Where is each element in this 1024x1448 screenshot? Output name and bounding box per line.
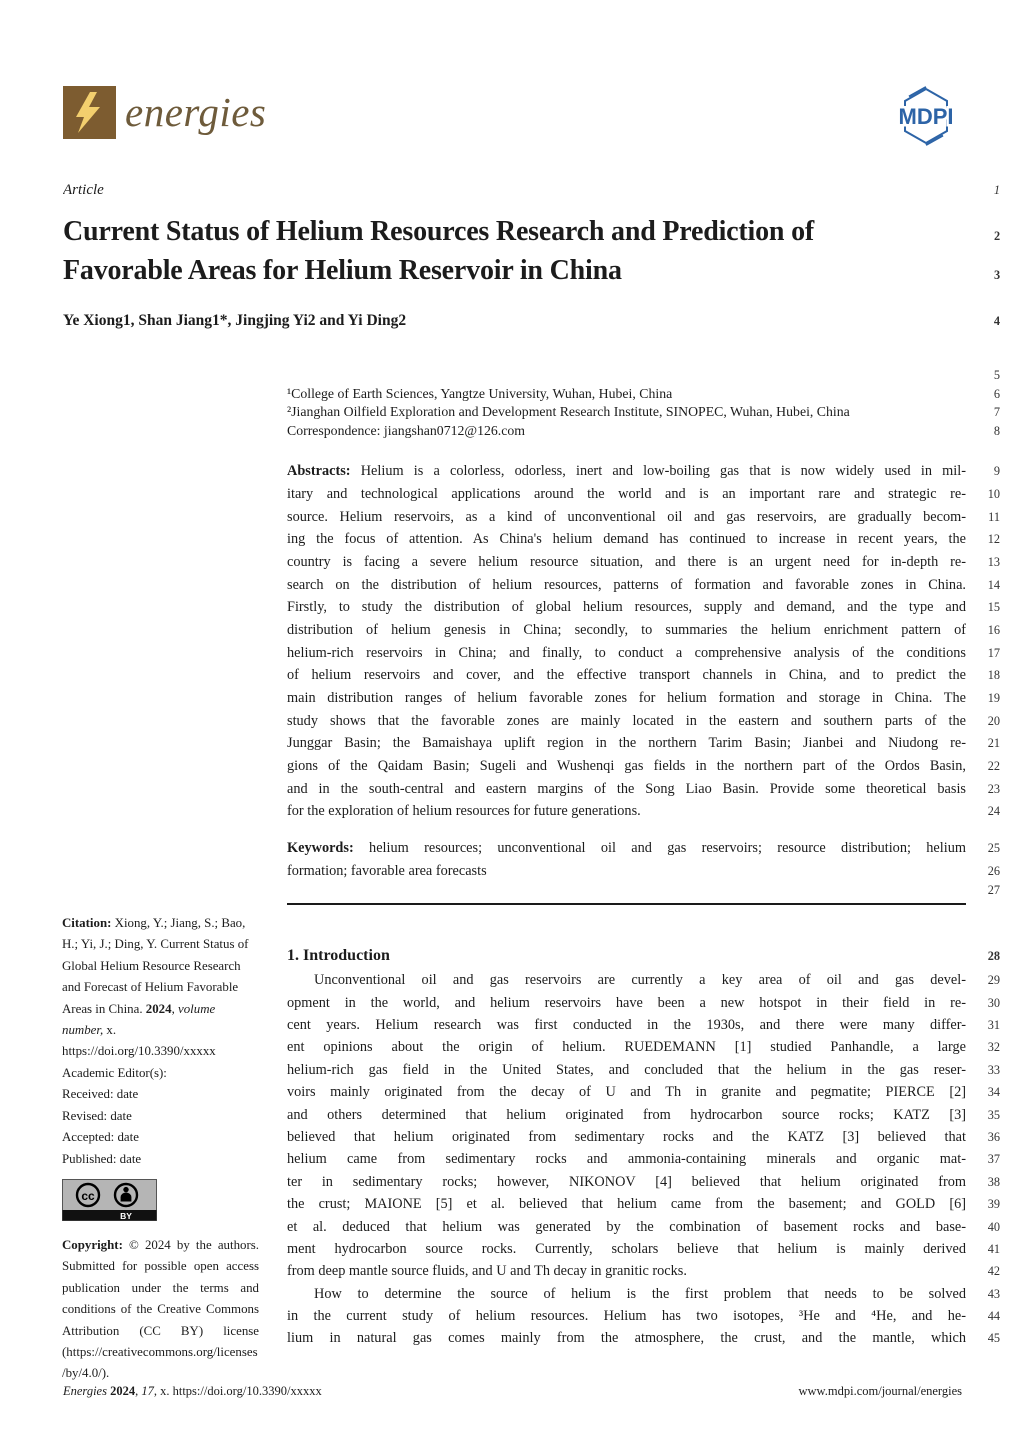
authors-line-text: Ye Xiong1, Shan Jiang1*, Jingjing Yi2 and Yi Ding2 bbox=[63, 312, 407, 329]
abstract-line bbox=[287, 483, 1000, 506]
footer-journal-url[interactable]: www.mdpi.com/journal/energies bbox=[798, 1384, 962, 1398]
line-number: 5 bbox=[993, 368, 1000, 382]
introduction-line bbox=[287, 1081, 1000, 1103]
abstract-line-text: main distribution ranges of helium favorable zones for helium formation and storage in China. The bbox=[287, 690, 966, 707]
keywords-line-text: Keywords: helium resources; unconventional oil and gas reservoirs; resource distribution; helium bbox=[287, 840, 966, 857]
citation-label: Citation: bbox=[62, 916, 112, 930]
abstract-line bbox=[287, 619, 1000, 642]
introduction-line bbox=[287, 1171, 1000, 1193]
article-type-label-text: Article bbox=[63, 182, 104, 198]
introduction-line bbox=[287, 1104, 1000, 1126]
line-number: 40 bbox=[987, 1219, 1000, 1234]
line-number: 17 bbox=[987, 645, 1000, 660]
line-number: 35 bbox=[987, 1107, 1000, 1122]
abstract-line-text: distribution of helium genesis in China; secondly, to summaries the helium enrichment pattern of bbox=[287, 621, 966, 638]
introduction-line bbox=[287, 1014, 1000, 1036]
abstract-line-text: Firstly, to study the distribution of global helium resources, supply and demand, and the type and bbox=[287, 599, 966, 616]
line-number: 4 bbox=[993, 314, 1000, 328]
copyright-text: © 2024 by the authors. Submitted for possible open access publication under the terms and conditions of the Creative Commons Attribution (CC BY) license (https://creativecommons.org/licenses/by/4.0/). bbox=[62, 1238, 259, 1381]
affiliation-line-text: ¹College of Earth Sciences, Yangtze University, Wuhan, Hubei, China bbox=[287, 386, 673, 401]
line-number: 21 bbox=[987, 736, 1000, 751]
abstract-line bbox=[287, 710, 1000, 733]
introduction-line-text: et al. deduced that helium was generated by the combination of basement rocks and base- bbox=[287, 1218, 966, 1235]
citation-separator: , bbox=[171, 1001, 179, 1016]
introduction-line-text: ment hydrocarbon source rocks. Currently, scholars believe that helium is mainly derived bbox=[287, 1240, 966, 1257]
section-divider-rule bbox=[287, 883, 1000, 906]
introduction-line bbox=[287, 1193, 1000, 1215]
introduction-line bbox=[287, 1260, 1000, 1282]
line-number: 22 bbox=[987, 759, 1000, 774]
line-number: 29 bbox=[987, 973, 1000, 988]
line-number: 23 bbox=[987, 781, 1000, 796]
affiliation-line bbox=[287, 403, 1000, 421]
citation-text: Xiong, Y.; Jiang, S.; Bao, H.; Yi, J.; Ding, Y. Current Status of Global Helium Resource Research and Forecast of Helium Favorable Areas in China. bbox=[62, 916, 249, 1016]
introduction-line-text: cent years. Helium research was first conducted in the 1930s, and there were many differ- bbox=[287, 1017, 966, 1034]
line-number: 10 bbox=[987, 486, 1000, 501]
line-number: 20 bbox=[987, 713, 1000, 728]
line-number: 14 bbox=[987, 577, 1000, 592]
line-number: 33 bbox=[987, 1062, 1000, 1077]
mdpi-logo bbox=[884, 86, 968, 146]
citation-doi-link[interactable]: x. https://doi.org/10.3390/xxxxx bbox=[62, 1023, 216, 1059]
abstract-line bbox=[287, 687, 1000, 710]
introduction-line-text: voirs mainly originated from the decay of U and Th in granite and pegmatite; PIERCE [2] bbox=[287, 1084, 966, 1101]
line-number: 7 bbox=[993, 405, 1000, 420]
introduction-line-text: lium in natural gas comes mainly from the atmosphere, the crust, and the mantle, which bbox=[287, 1330, 966, 1347]
revised-date: Revised: date bbox=[62, 1108, 132, 1123]
accepted-date: Accepted: date bbox=[62, 1130, 139, 1145]
line-number: 24 bbox=[987, 804, 1000, 819]
line-number: 25 bbox=[987, 841, 1000, 856]
introduction-line-text: ter in sedimentary rocks; however, NIKONOV [4] believed that helium originated from bbox=[287, 1173, 966, 1190]
paper-title-line-text: Favorable Areas for Helium Reservoir in China bbox=[63, 255, 622, 286]
introduction-heading-text: 1. Introduction bbox=[287, 947, 390, 965]
abstract-line-text: helium-rich reservoirs in China; and finally, to conduct a comprehensive analysis of the conditions bbox=[287, 644, 966, 661]
copyright-block bbox=[62, 1235, 259, 1385]
abstract-line-text: itary and technological applications around the world and is an important rare and strategic re- bbox=[287, 485, 966, 502]
abstract-line-text: and in the south-central and eastern margins of the Song Liao Basin. Provide some theoretical basis bbox=[287, 780, 966, 797]
line-number: 39 bbox=[987, 1197, 1000, 1212]
abstract-line-text: search on the distribution of helium resources, patterns of formation and favorable zones in China. bbox=[287, 576, 966, 593]
dates-block bbox=[62, 1084, 259, 1170]
introduction-line bbox=[287, 1238, 1000, 1260]
introduction-line-text: Unconventional oil and gas reservoirs are currently a key area of oil and gas devel- bbox=[314, 972, 966, 989]
keywords-line bbox=[287, 837, 1000, 860]
footer-sep: , bbox=[135, 1384, 142, 1398]
abstract-line bbox=[287, 778, 1000, 801]
introduction-line bbox=[287, 1283, 1000, 1305]
introduction-line bbox=[287, 1327, 1000, 1349]
line-number: 12 bbox=[987, 532, 1000, 547]
introduction-line-text: helium-rich gas field in the United States, and concluded that the helium in the gas reser- bbox=[287, 1061, 966, 1078]
journal-name: energies bbox=[125, 89, 267, 135]
abstract-line bbox=[287, 574, 1000, 597]
abstract-line-text: gions of the Qaidam Basin; Sugeli and Wushenqi gas fields in the northern part of the Ordos Basin, bbox=[287, 758, 966, 775]
citation-year: 2024 bbox=[145, 1001, 172, 1016]
abstract-line-text: Abstracts: Helium is a colorless, odorless, inert and low-boiling gas that is now widely used in mil- bbox=[287, 463, 966, 480]
affiliation-line bbox=[287, 385, 1000, 403]
line-number: 43 bbox=[987, 1286, 1000, 1301]
abstract-line bbox=[287, 642, 1000, 665]
introduction-heading bbox=[287, 943, 1000, 969]
abstract-line-text: of helium reservoirs and cover, and the effective transport channels in China, and to predict the bbox=[287, 667, 966, 684]
paper-title-line bbox=[63, 212, 1000, 251]
published-date: Published: date bbox=[62, 1152, 142, 1167]
footer-doi: , x. https://doi.org/10.3390/xxxxx bbox=[153, 1384, 322, 1398]
introduction-line bbox=[287, 1305, 1000, 1327]
line-number: 31 bbox=[987, 1018, 1000, 1033]
keywords-line-text: formation; favorable area forecasts bbox=[287, 862, 487, 879]
spacer-line-text bbox=[287, 368, 966, 383]
spacer-line bbox=[287, 368, 1000, 385]
introduction-line-text: and others determined that helium originated from hydrocarbon source rocks; KATZ [3] bbox=[287, 1106, 966, 1123]
abstract-line bbox=[287, 800, 1000, 823]
abstract-line-text: for the exploration of helium resources for future generations. bbox=[287, 803, 641, 820]
abstract-line-text: country is facing a severe helium resource situation, and there is an urgent need for in-depth re- bbox=[287, 553, 966, 570]
affiliation-line-text: ²Jianghan Oilfield Exploration and Development Research Institute, SINOPEC, Wuhan, Hubei, China bbox=[287, 404, 850, 420]
introduction-line bbox=[287, 992, 1000, 1014]
abstract-line bbox=[287, 755, 1000, 778]
line-number: 6 bbox=[993, 387, 1000, 401]
citation-block bbox=[62, 913, 259, 1063]
line-number: 9 bbox=[993, 464, 1000, 479]
introduction-line-text: ent opinions about the origin of helium. RUEDEMANN [1] studied Panhandle, a large bbox=[287, 1039, 966, 1056]
line-number: 32 bbox=[987, 1040, 1000, 1055]
line-number: 38 bbox=[987, 1174, 1000, 1189]
introduction-line-text: helium came from sedimentary rocks and ammonia-containing minerals and organic mat- bbox=[287, 1151, 966, 1168]
footer-volume: 17 bbox=[141, 1384, 154, 1398]
introduction-line-text: believed that helium originated from sedimentary rocks and the KATZ [3] believed that bbox=[287, 1128, 966, 1145]
authors-line bbox=[63, 312, 1000, 342]
abstract-line bbox=[287, 551, 1000, 574]
line-number: 16 bbox=[987, 622, 1000, 637]
by-label: BY bbox=[120, 1210, 132, 1221]
abstract-line-label: Abstracts: bbox=[287, 463, 351, 480]
abstract-line bbox=[287, 596, 1000, 619]
person-body-icon bbox=[121, 1192, 132, 1201]
abstract-line bbox=[287, 664, 1000, 687]
line-number: 37 bbox=[987, 1152, 1000, 1167]
line-number: 44 bbox=[987, 1309, 1000, 1324]
line-number: 8 bbox=[993, 423, 1000, 438]
cc-letters: cc bbox=[81, 1188, 95, 1203]
footer-journal: Energies bbox=[63, 1384, 107, 1398]
introduction-line bbox=[287, 969, 1000, 991]
abstract-line-text: Junggar Basin; the Bamaishaya uplift region in the northern Tarim Basin; Jianbei and Niudong re- bbox=[287, 735, 966, 752]
introduction-line-text: opment in the world, and helium reservoirs have been a new hotspot in their field in re- bbox=[287, 994, 966, 1011]
line-number: 34 bbox=[987, 1085, 1000, 1100]
academic-editor-label: Academic Editor(s): bbox=[62, 1065, 167, 1080]
introduction-line-text: in the current study of helium resources. Helium has two isotopes, ³He and ⁴He, and he- bbox=[287, 1308, 966, 1325]
title-block bbox=[63, 182, 1000, 342]
line-number: 45 bbox=[987, 1331, 1000, 1346]
citation-volume: volume number, bbox=[62, 1001, 216, 1038]
copyright-label: Copyright: bbox=[62, 1238, 123, 1253]
line-number: 27 bbox=[987, 882, 1000, 897]
line-number: 26 bbox=[987, 863, 1000, 878]
page-footer bbox=[63, 1384, 962, 1399]
keywords-line-label: Keywords: bbox=[287, 840, 354, 857]
abstract-line bbox=[287, 732, 1000, 755]
footer-left[interactable] bbox=[63, 1384, 322, 1399]
introduction-line bbox=[287, 1148, 1000, 1170]
abstract-line bbox=[287, 528, 1000, 551]
section-divider-rule-text bbox=[287, 883, 966, 906]
affiliation-line bbox=[287, 422, 1000, 440]
line-number: 11 bbox=[988, 509, 1000, 524]
introduction-line-text: from deep mantle source fluids, and U and Th decay in granitic rocks. bbox=[287, 1263, 687, 1280]
introduction-line bbox=[287, 1036, 1000, 1058]
journal-brand bbox=[63, 86, 266, 139]
affiliation-line-text: Correspondence: jiangshan0712@126.com bbox=[287, 422, 526, 438]
introduction-line bbox=[287, 1126, 1000, 1148]
abstract-line bbox=[287, 506, 1000, 529]
line-number: 2 bbox=[994, 229, 1000, 243]
cc-by-license-badge[interactable] bbox=[62, 1179, 259, 1228]
introduction-line-text: How to determine the source of helium is the first problem that needs to be solved bbox=[314, 1285, 966, 1302]
line-number: 1 bbox=[993, 183, 1000, 197]
page-header bbox=[63, 86, 968, 146]
line-number: 18 bbox=[987, 668, 1000, 683]
person-head-icon bbox=[123, 1187, 128, 1192]
line-number: 28 bbox=[987, 949, 1000, 964]
line-number: 42 bbox=[987, 1264, 1000, 1279]
line-number: 36 bbox=[987, 1129, 1000, 1144]
abstract-line-text: source. Helium reservoirs, as a kind of unconventional oil and gas reservoirs, are gradually becom- bbox=[287, 508, 966, 525]
abstract-line-text: study shows that the favorable zones are mainly located in the eastern and southern parts of the bbox=[287, 712, 966, 729]
line-number: 3 bbox=[994, 268, 1000, 282]
line-number: 13 bbox=[987, 554, 1000, 569]
paper-title-line bbox=[63, 251, 1000, 290]
paper-title-line-text: Current Status of Helium Resources Research and Prediction of bbox=[63, 216, 815, 247]
footer-year: 2024 bbox=[110, 1384, 136, 1398]
received-date: Received: date bbox=[62, 1087, 139, 1102]
line-number: 41 bbox=[987, 1241, 1000, 1256]
article-type-label bbox=[63, 182, 1000, 212]
abstract-line-text: ing the focus of attention. As China's helium demand has continued to increase in recent years, the bbox=[287, 531, 966, 548]
mdpi-logo-text: MDPI bbox=[898, 104, 954, 129]
keywords-line bbox=[287, 860, 1000, 883]
sidebar bbox=[62, 913, 259, 1385]
line-number: 19 bbox=[987, 691, 1000, 706]
line-number: 15 bbox=[987, 600, 1000, 615]
abstract-line bbox=[287, 460, 1000, 483]
introduction-line bbox=[287, 1059, 1000, 1081]
line-number: 30 bbox=[987, 995, 1000, 1010]
introduction-line-text: the crust; MAIONE [5] et al. believed that helium came from the basement; and GOLD [6] bbox=[287, 1196, 966, 1213]
introduction-line bbox=[287, 1216, 1000, 1238]
main-text-column bbox=[287, 368, 1000, 1350]
energies-lightning-icon bbox=[63, 86, 116, 139]
